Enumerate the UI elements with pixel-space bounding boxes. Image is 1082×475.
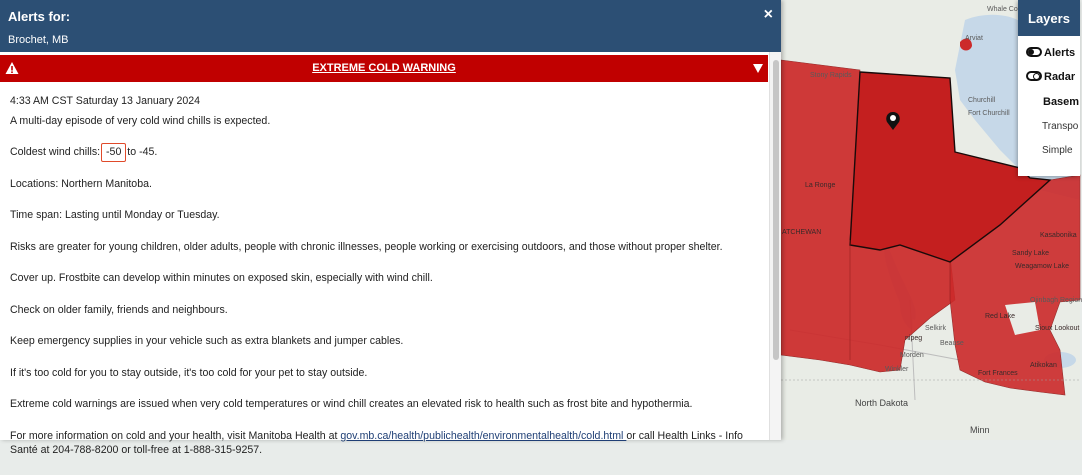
map-label-minnesota: Minn: [970, 425, 990, 435]
layers-panel: [1018, 0, 1080, 176]
map-label-red-lake: Red Lake: [985, 313, 1015, 320]
map-label-beausejour: Beause: [940, 340, 964, 347]
alert-panel-header: [0, 0, 781, 52]
alert-locations: Locations: Northern Manitoba.: [10, 177, 152, 190]
alert-title-link[interactable]: EXTREME COLD WARNING: [312, 62, 456, 74]
layers-title: Layers: [1018, 0, 1080, 36]
alert-issued-time: 4:33 AM CST Saturday 13 January 2024: [10, 95, 201, 107]
map-label-fort-frances: Fort Frances: [978, 370, 1018, 377]
map-label-arviat: Arviat: [965, 35, 983, 42]
map-label-fort-churchill: Fort Churchill: [968, 110, 1010, 117]
map-label-ojibway: Ojinbagh Region: [1030, 297, 1082, 304]
map-label-la-ronge: La Ronge: [805, 182, 836, 189]
basemap-heading: Basem: [1043, 96, 1080, 108]
scrollbar-thumb[interactable]: [773, 60, 779, 360]
map-label-kasabonika: Kasabonika: [1040, 232, 1077, 239]
map-label-winnipeg: nipeg: [905, 335, 923, 342]
panel-location: Brochet, MB: [8, 34, 69, 46]
more-info-prefix: For more information on cold and your health, visit Manitoba Health at: [10, 429, 341, 442]
alert-summary: A multi-day episode of very cold wind chills is expected.: [10, 114, 271, 127]
map-label-north-dakota: North Dakota: [855, 398, 909, 408]
more-info-suffix: or call Health Links - Info Santé at 204-788-8200 or toll-free at 1-888-315-9257.: [10, 429, 743, 456]
layer-radar-toggle[interactable]: [1026, 71, 1075, 83]
map-label-churchill: Churchill: [968, 97, 996, 104]
wind-chill-highlight: -50: [101, 143, 126, 162]
basemap-option-transport[interactable]: Transpo: [1042, 121, 1079, 132]
alert-banner[interactable]: [0, 55, 768, 82]
map-label-stony-rapids: Stony Rapids: [810, 72, 852, 79]
alert-timespan: Time span: Lasting until Monday or Tuesday.: [10, 209, 220, 221]
layer-alerts-toggle[interactable]: [1026, 47, 1075, 59]
map-label-saskatchewan: ATCHEWAN: [782, 229, 822, 236]
alert-explanation: Extreme cold warnings are issued when very cold temperatures or wind chill creates an elevated risk to health such as frost bite and hypothermia.: [10, 398, 693, 410]
alert-supplies: Keep emergency supplies in your vehicle such as extra blankets and jumper cables.: [10, 335, 404, 347]
toggle-on-icon[interactable]: [1026, 47, 1042, 57]
health-link[interactable]: gov.mb.ca/health/publichealth/environmentalhealth/cold.html: [340, 429, 627, 442]
map-label-morden: Morden: [900, 352, 924, 359]
alert-risks: Risks are greater for young children, older adults, people with chronic illnesses, people working or exercising outdoors, and those without proper shelter.: [10, 240, 723, 253]
panel-scrollbar[interactable]: [769, 52, 781, 440]
toggle-off-icon[interactable]: [1026, 71, 1042, 81]
alert-pets: If it's too cold for you to stay outside, it's too cold for your pet to stay outside.: [10, 366, 368, 379]
layer-alerts-label: Alerts: [1044, 47, 1076, 59]
map-label-sandy-lake: Sandy Lake: [1012, 250, 1049, 257]
layer-radar-label: Radar: [1044, 71, 1076, 83]
alert-body: [10, 94, 750, 475]
alert-wind-chill: [10, 145, 750, 160]
alert-more-info: [10, 429, 750, 458]
alert-cover-up: Cover up. Frostbite can develop within minutes on exposed skin, especially with wind chill.: [10, 272, 433, 284]
map-label-whale-cove: Whale Co: [987, 6, 1018, 13]
map-label-weagamow: Weagamow Lake: [1015, 263, 1069, 270]
wind-chill-prefix: Coldest wind chills:: [10, 146, 104, 158]
map-label-atikokan: Atikokan: [1030, 362, 1057, 369]
panel-title: Alerts for:: [8, 9, 71, 24]
wind-chill-suffix: to -45.: [124, 146, 158, 158]
close-icon[interactable]: ×: [763, 6, 773, 23]
map-label-sioux-lookout: Sioux Lookout: [1035, 325, 1080, 332]
map-label-selkirk: Selkirk: [925, 325, 947, 332]
basemap-option-simple[interactable]: Simple: [1042, 145, 1073, 156]
collapse-triangle-icon[interactable]: [752, 62, 764, 74]
alert-check-on: Check on older family, friends and neighbours.: [10, 303, 228, 316]
map-label-winkler: Winkler: [885, 366, 909, 373]
